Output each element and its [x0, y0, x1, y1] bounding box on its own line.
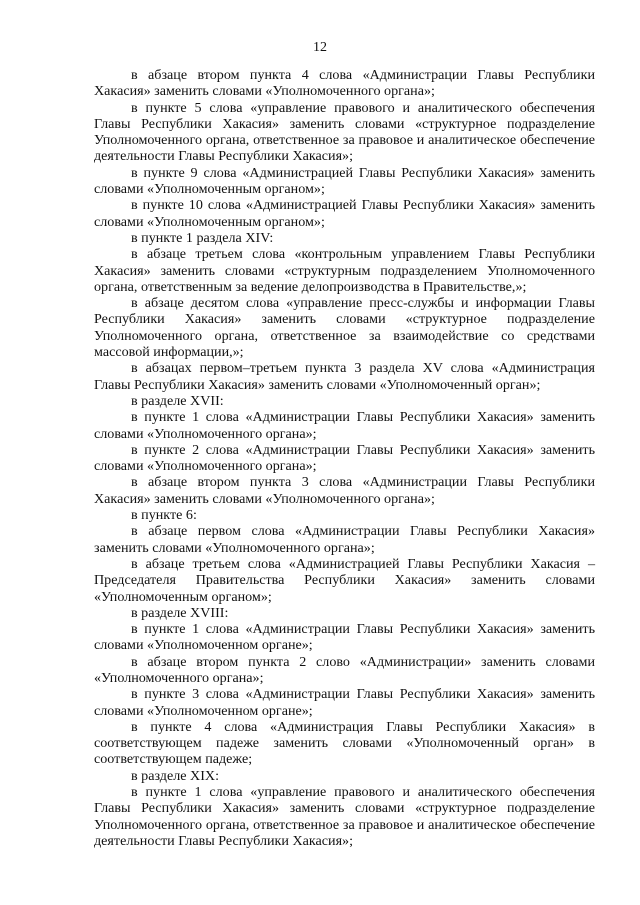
document-body: [94, 67, 595, 849]
paragraph: в пункте 1 слова «Администрации Главы Республики Хакасия» заменить словами «Уполномоченного органа»;: [94, 409, 595, 442]
paragraph: в разделе XVIII:: [131, 604, 229, 621]
paragraph: в абзаце третьем слова «Администрацией Главы Республики Хакасия – Председателя Правительства Республики Хакасия» заменить словами «Уполномоченным органом»;: [94, 555, 595, 605]
paragraph: в разделе XIX:: [131, 767, 219, 784]
paragraph: в абзаце втором пункта 2 слово «Администрации» заменить словами «Уполномоченного органа»;: [94, 653, 595, 686]
paragraph: в пункте 1 слова «Администрации Главы Республики Хакасия» заменить словами «Уполномоченном органе»;: [94, 621, 595, 654]
paragraph: в абзаце третьем слова «контрольным управлением Главы Республики Хакасия» заменить словами «структурным подразделением Уполномоченного органа, ответственным за ведение делопроизводства в Правительстве,»;: [94, 246, 595, 295]
paragraph: в пункте 1 слова «управление правового и аналитического обеспечения Главы Республики Хакасия» заменить словами «структурное подразделение Уполномоченного органа, ответственное за правовое и аналитическое обеспечение деятельности Главы Республики Хакасия»;: [94, 784, 595, 849]
paragraph: в пункте 1 раздела XIV:: [131, 229, 274, 246]
paragraph: в абзаце втором пункта 3 слова «Администрации Главы Республики Хакасия» заменить словами «Уполномоченного органа»;: [94, 474, 595, 507]
paragraph: в абзаце первом слова «Администрации Главы Республики Хакасия» заменить словами «Уполномоченного органа»;: [94, 523, 595, 556]
paragraph: в пункте 5 слова «управление правового и аналитического обеспечения Главы Республики Хакасия» заменить словами «структурное подразделение Уполномоченного органа, ответственное за правовое и аналитическое обеспечение деятельности Главы Республики Хакасия»;: [94, 99, 595, 165]
paragraph: в разделе XVII:: [131, 392, 224, 409]
paragraph: в пункте 2 слова «Администрации Главы Республики Хакасия» заменить словами «Уполномоченного органа»;: [94, 441, 595, 475]
paragraph: в абзацах первом–третьем пункта 3 раздела XV слова «Администрация Главы Республики Хакасия» заменить словами «Уполномоченный орган»;: [94, 360, 595, 393]
paragraph: в пункте 3 слова «Администрации Главы Республики Хакасия» заменить словами «Уполномоченном органе»;: [94, 686, 595, 719]
paragraph: в абзаце втором пункта 4 слова «Администрации Главы Республики Хакасия» заменить словами «Уполномоченного органа»;: [94, 67, 595, 100]
paragraph: в пункте 10 слова «Администрацией Главы Республики Хакасия» заменить словами «Уполномоченным органом»;: [94, 197, 595, 230]
paragraph: в абзаце десятом слова «управление пресс-службы и информации Главы Республики Хакасия» заменить словами «структурное подразделение Уполномоченного органа, ответственное за взаимодействие со средствами массовой информации,»;: [94, 295, 595, 361]
paragraph: в пункте 4 слова «Администрация Главы Республики Хакасия» в соответствующем падеже заменить словами «Уполномоченный орган» в соответствующем падеже;: [94, 718, 595, 768]
paragraph: в пункте 9 слова «Администрацией Главы Республики Хакасия» заменить словами «Уполномоченным органом»;: [94, 164, 595, 198]
page-number: 12: [313, 40, 327, 55]
paragraph: в пункте 6:: [131, 507, 197, 524]
